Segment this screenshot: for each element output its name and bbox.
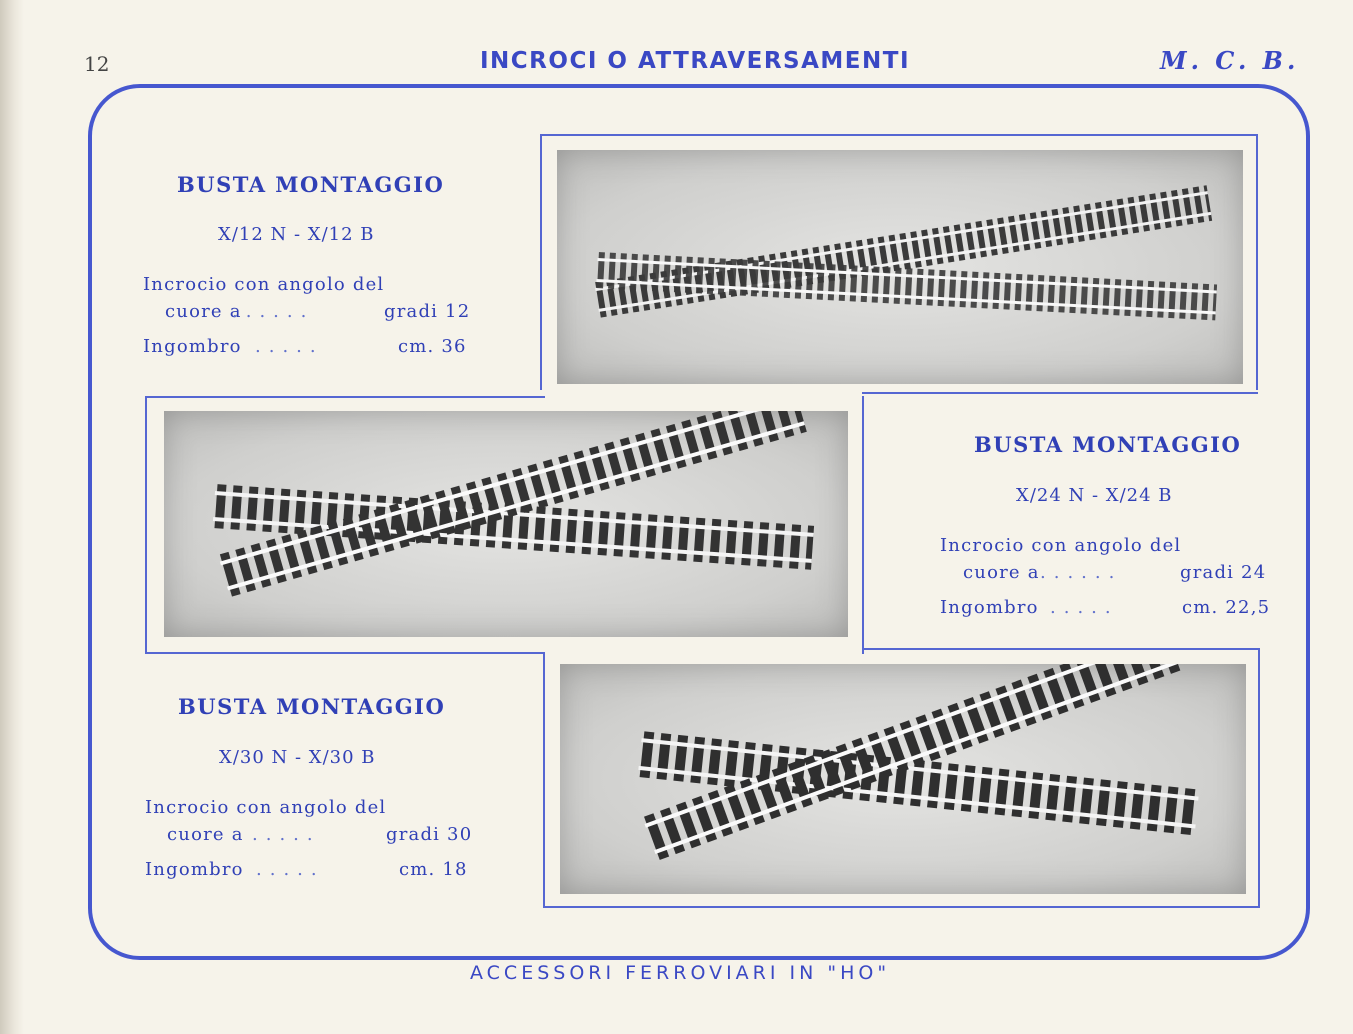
page-footer: ACCESSORI FERROVIARI IN "HO" xyxy=(470,962,891,984)
photo-frame-left xyxy=(543,652,545,908)
product-description: Incrocio con angolo del xyxy=(940,535,1182,556)
page-title: INCROCI O ATTRAVERSAMENTI xyxy=(480,48,911,74)
photo-frame-left xyxy=(145,396,147,654)
product-description: Incrocio con angolo del xyxy=(145,797,387,818)
product-description: Incrocio con angolo del xyxy=(143,274,385,295)
track-crossing-12-degree-photo xyxy=(557,150,1243,384)
track-crossing-24-degree-photo xyxy=(164,411,848,637)
divider-line xyxy=(145,396,545,398)
size-value: cm. 22,5 xyxy=(1182,597,1271,618)
page-binding-edge xyxy=(0,0,24,1034)
product-title: BUSTA MONTAGGIO xyxy=(178,694,446,719)
size-label: Ingombro xyxy=(940,597,1039,618)
photo-frame-right xyxy=(1256,134,1258,390)
angle-label: cuore a xyxy=(167,824,244,845)
leader-dots: ..... xyxy=(255,336,324,357)
photo-frame-right xyxy=(1258,648,1260,908)
photo-frame-top xyxy=(540,134,1258,136)
product-title: BUSTA MONTAGGIO xyxy=(974,432,1242,457)
divider-line xyxy=(862,392,1258,394)
brand-logo: M. C. B. xyxy=(1160,46,1300,75)
product-title: BUSTA MONTAGGIO xyxy=(177,172,445,197)
angle-label: cuore a xyxy=(963,562,1040,583)
page-number: 12 xyxy=(84,52,110,76)
leader-dots: ..... xyxy=(252,824,321,845)
size-label: Ingombro xyxy=(145,859,244,880)
photo-frame-right xyxy=(862,396,864,654)
size-label: Ingombro xyxy=(143,336,242,357)
angle-value: gradi 24 xyxy=(1180,562,1267,583)
size-value: cm. 18 xyxy=(399,859,468,880)
track-crossing-24-icon xyxy=(164,411,848,637)
product-codes: X/30 N - X/30 B xyxy=(219,747,376,768)
angle-value: gradi 30 xyxy=(386,824,473,845)
leader-dots: ..... xyxy=(256,859,325,880)
leader-dots: ..... xyxy=(1050,597,1119,618)
track-crossing-12-icon xyxy=(557,150,1243,384)
size-value: cm. 36 xyxy=(398,336,467,357)
photo-frame-left xyxy=(540,134,542,390)
track-crossing-30-degree-photo xyxy=(560,664,1246,894)
divider-line xyxy=(145,652,545,654)
track-crossing-30-icon xyxy=(560,664,1246,894)
product-codes: X/24 N - X/24 B xyxy=(1016,485,1173,506)
divider-line xyxy=(862,648,1258,650)
leader-dots: ...... xyxy=(232,301,315,322)
photo-frame-bottom xyxy=(543,906,1260,908)
leader-dots: ...... xyxy=(1040,562,1123,583)
product-codes: X/12 N - X/12 B xyxy=(218,224,375,245)
angle-label: cuore a xyxy=(165,301,242,322)
angle-value: gradi 12 xyxy=(384,301,471,322)
